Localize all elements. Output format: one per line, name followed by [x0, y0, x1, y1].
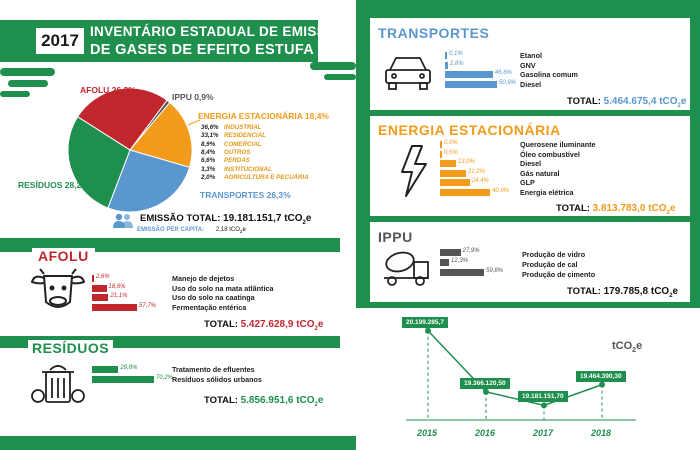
- transportes-total-sub: 2: [677, 103, 681, 109]
- transportes-category-label: Gasolina comum: [520, 70, 578, 79]
- energia-category-label: Óleo combustível: [520, 149, 580, 159]
- energia-total-e: e: [669, 203, 676, 214]
- afolu-bar: [92, 304, 137, 311]
- energia-category-label: Gás natural: [520, 168, 560, 178]
- energia-bar-pct: 0,5%: [444, 149, 458, 156]
- energia-bar: [440, 160, 456, 167]
- energy-legend-pct: 36,6%: [201, 124, 219, 131]
- energy-legend-pct: 8,9%: [201, 140, 216, 148]
- energy-legend-pct: 2,0%: [201, 173, 216, 181]
- timeseries-point: [425, 328, 431, 334]
- car-icon: [384, 52, 432, 92]
- transportes-bar: [445, 71, 493, 78]
- residuos-total: [204, 395, 323, 408]
- energy-legend-name: COMERCIAL: [224, 140, 262, 148]
- per-capita-label: EMISSÃO PER CAPITA:: [137, 227, 205, 233]
- transportes-title: TRANSPORTES: [378, 25, 490, 41]
- drip-decoration-right-icon: [310, 62, 356, 102]
- ippu-total-sub: 2: [669, 293, 673, 299]
- energia-bar-pct: 13,0%: [457, 159, 475, 165]
- overview-total: [140, 213, 311, 226]
- residuos-category-label: Resíduos sólidos urbanos: [172, 375, 262, 384]
- timeseries-point: [541, 402, 547, 408]
- ippu-total-e: e: [672, 286, 679, 297]
- afolu-bar: [92, 294, 108, 301]
- transportes-bar-pct: 2,8%: [449, 60, 464, 67]
- ippu-bar-pct: 59,8%: [486, 268, 504, 274]
- timeseries-year-label: 2018: [591, 428, 612, 438]
- timeseries-unit-sub: 2: [632, 347, 637, 355]
- energia-category-label: Diesel: [520, 159, 542, 168]
- energia-bar: [440, 170, 466, 177]
- afolu-total: [204, 319, 323, 332]
- afolu-bar-pct: 2,6%: [96, 274, 110, 280]
- energia-bar: [440, 179, 470, 186]
- energy-legend-pct: 8,4%: [201, 148, 216, 156]
- transportes-bar: [445, 62, 448, 69]
- residuos-total-sub: 2: [314, 402, 318, 408]
- energy-legend-name: RESIDENCIAL: [224, 132, 266, 140]
- pie-label-ippu: IPPU 0,9%: [172, 92, 214, 102]
- transportes-total: [567, 96, 686, 109]
- ippu-category-label: Produção de cimento: [522, 270, 596, 279]
- timeseries-point: [483, 389, 489, 395]
- afolu-category-label: Uso do solo na caatinga: [172, 293, 255, 302]
- pie-label-transportes: TRANSPORTES 26,3%: [200, 190, 291, 200]
- overview-total-value: [223, 213, 311, 224]
- timeseries-value-label: 20.199.285,7: [402, 317, 448, 328]
- energia-total-label: TOTAL:: [556, 203, 590, 214]
- ippu-bar: [440, 259, 449, 266]
- afolu-bar: [92, 275, 94, 282]
- energia-bar: [440, 151, 442, 158]
- energia-bar: [440, 141, 442, 148]
- transportes-bar-pct: 46,6%: [494, 70, 512, 76]
- afolu-bar: [92, 285, 107, 292]
- ippu-bar-pct: 12,3%: [451, 258, 469, 264]
- timeseries-point: [599, 382, 605, 388]
- residuos-total-value: [241, 395, 324, 406]
- timeseries-year-label: 2016: [475, 428, 496, 438]
- residuos-total-e: e: [317, 395, 324, 406]
- ippu-total: [567, 286, 678, 299]
- per-capita-value: 2,18 tCO: [215, 227, 240, 233]
- energia-bar-pct: 0,0%: [444, 140, 458, 146]
- energia-bar-pct: 24,4%: [471, 178, 489, 184]
- afolu-category-label: Manejo de dejetos: [172, 274, 235, 283]
- energy-legend-pct: 6,6%: [201, 157, 216, 165]
- timeseries-value-label: 19.181.151,70: [518, 391, 568, 402]
- ippu-total-value: [604, 286, 679, 297]
- residuos-category-label: Tratamento de efluentes: [172, 365, 255, 374]
- energy-legend-name: AGRICULTURA E PECUÁRIA: [224, 173, 309, 181]
- energia-bar-pct: 21,2%: [467, 168, 485, 175]
- afolu-total-label: TOTAL:: [204, 319, 238, 330]
- afolu-total-value: [241, 319, 324, 330]
- transportes-category-label: Diesel: [520, 79, 542, 89]
- residuos-bar-pct: 29,8%: [120, 365, 138, 371]
- overview-total-number: 19.181.151,7 tCO: [223, 213, 303, 224]
- transportes-total-number: 5.464.675,4 tCO: [603, 96, 678, 107]
- residuos-bar: [92, 366, 118, 373]
- overview-total-label: EMISSÃO TOTAL:: [140, 213, 221, 224]
- ippu-total-number: 179.785,8 tCO: [603, 286, 670, 297]
- energia-bar: [440, 189, 490, 196]
- ippu-total-label: TOTAL:: [567, 286, 601, 297]
- residuos-title: RESÍDUOS: [28, 340, 113, 356]
- transportes-total-label: TOTAL:: [567, 96, 601, 107]
- afolu-category-label: Fermentação entérica: [172, 302, 247, 312]
- ippu-title: IPPU: [378, 229, 413, 245]
- afolu-total-number: 5.427.628,9 tCO: [240, 319, 315, 330]
- transportes-bar-pct: 50,6%: [499, 79, 517, 86]
- energy-legend-name: PERDAS: [224, 157, 250, 165]
- ippu-category-label: Produção de cal: [522, 260, 578, 269]
- page-title: [90, 22, 355, 60]
- residuos-bar-pct: 70,2%: [156, 375, 174, 381]
- energy-legend-name: INDUSTRIAL: [224, 124, 262, 131]
- afolu-bar-pct: 18,6%: [108, 283, 126, 290]
- cow-icon: [30, 268, 86, 316]
- residuos-bar: [92, 376, 154, 383]
- energia-category-label: GLP: [520, 178, 535, 187]
- timeseries-unit: [612, 340, 642, 354]
- drip-decoration-icon: [0, 68, 60, 108]
- afolu-total-e: e: [317, 319, 324, 330]
- energy-legend-name: INSTITUCIONAL: [224, 165, 272, 173]
- energy-legend-pct: 33,1%: [201, 132, 219, 140]
- energia-title: ENERGIA ESTACIONÁRIA: [378, 122, 561, 138]
- transportes-bar: [445, 81, 497, 88]
- energy-legend-name: OUTROS: [224, 148, 251, 156]
- cement-truck-icon: [382, 248, 434, 288]
- ippu-category-label: Produção de vidro: [522, 250, 586, 259]
- energia-total-number: 3.813.783,0 tCO: [592, 203, 667, 214]
- pie-label-afolu: AFOLU 26,2%: [80, 85, 136, 95]
- residuos-total-number: 5.856.951,6 tCO: [240, 395, 315, 406]
- timeseries-unit-text: tCO: [612, 340, 633, 352]
- energia-total: [556, 203, 675, 216]
- title-line-1: INVENTÁRIO ESTADUAL DE EMISSÕES: [90, 24, 356, 39]
- afolu-bar-pct: 21,1%: [110, 293, 128, 299]
- timeseries-value-label: 19.464.390,30: [576, 371, 626, 382]
- transportes-total-value: [604, 96, 687, 107]
- afolu-category-label: Uso do solo na mata atlântica: [172, 283, 274, 293]
- timeseries-line-chart: [356, 308, 700, 450]
- afolu-total-sub: 2: [314, 326, 318, 332]
- energia-total-value: [593, 203, 676, 214]
- residuos-total-label: TOTAL:: [204, 395, 238, 406]
- per-capita: [137, 227, 246, 234]
- transportes-bar: [445, 52, 447, 59]
- energia-bar-pct: 40,9%: [492, 187, 510, 194]
- afolu-bar-pct: 57,7%: [139, 302, 157, 309]
- ippu-bar-pct: 27,9%: [462, 248, 480, 254]
- ippu-bar: [440, 249, 461, 256]
- transportes-category-label: GNV: [520, 60, 536, 70]
- overview-total-e: e: [305, 213, 312, 224]
- timeseries-year-label: 2017: [533, 428, 554, 438]
- timeseries-value-label: 19.366.120,50: [460, 378, 510, 389]
- pie-label-energia: ENERGIA ESTACIONÁRIA 18,4%: [198, 111, 329, 121]
- bottom-band: [0, 436, 356, 450]
- year-badge: 2017: [36, 28, 84, 54]
- pie-label-residuos: RESÍDUOS 28,2%: [18, 180, 89, 190]
- trash-bin-icon: [30, 360, 86, 408]
- energia-category-label: Querosene iluminante: [520, 140, 596, 149]
- timeseries-year-label: 2015: [417, 428, 438, 438]
- per-capita-sub: 2: [239, 229, 243, 235]
- lightning-icon: [396, 144, 432, 200]
- overview-total-sub: 2: [302, 220, 306, 226]
- timeseries-line: [428, 331, 602, 406]
- transportes-bar-pct: 0,1%: [449, 51, 463, 57]
- energia-total-sub: 2: [666, 210, 670, 216]
- afolu-title: AFOLU: [32, 248, 95, 264]
- transportes-category-label: Etanol: [520, 51, 542, 60]
- per-capita-e: e: [242, 227, 246, 233]
- transportes-total-e: e: [680, 96, 687, 107]
- people-icon: [112, 212, 134, 230]
- energia-category-label: Energia elétrica: [520, 187, 574, 197]
- title-line-2: DE GASES DE EFEITO ESTUFA: [90, 42, 314, 58]
- energy-legend-pct: 3,3%: [201, 165, 216, 173]
- ippu-bar: [440, 269, 484, 276]
- timeseries-unit-e: e: [636, 340, 643, 352]
